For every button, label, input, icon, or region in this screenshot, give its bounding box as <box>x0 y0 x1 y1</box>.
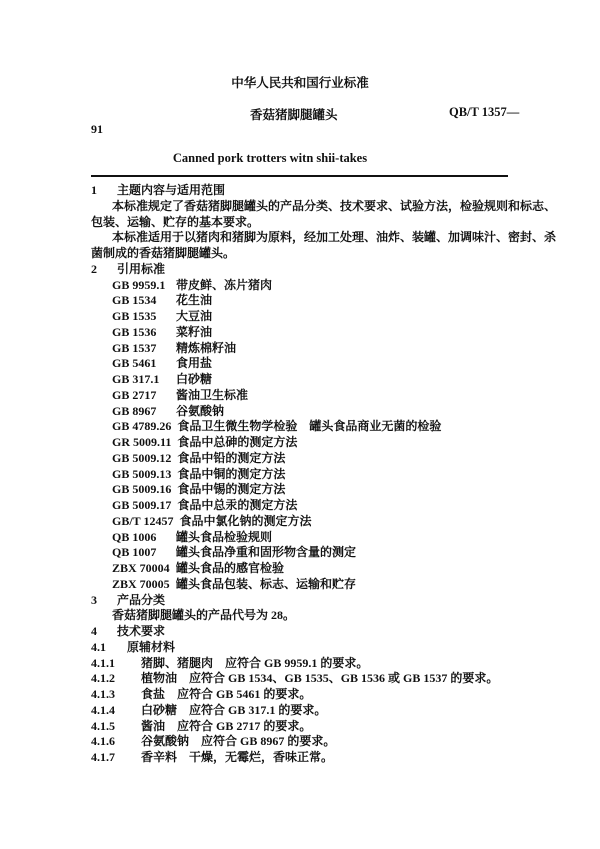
standard-code: QB/T 1357— <box>449 105 520 119</box>
document-body <box>91 183 557 766</box>
requirement-item <box>91 687 511 703</box>
reference-item <box>91 482 511 498</box>
clause-text: 食盐 应符合 GB 5461 的要求。 <box>141 687 312 701</box>
reference-item <box>91 561 511 577</box>
reference-code: QB 1006 <box>112 529 157 544</box>
section-number: 1 <box>91 183 97 197</box>
reference-item <box>91 577 511 593</box>
requirement-item <box>91 703 511 719</box>
section-title: 引用标准 <box>117 261 166 276</box>
document-category-title: 中华人民共和国行业标准 <box>231 76 369 90</box>
reference-title: 酱油卫生标准 <box>176 387 249 402</box>
reference-item <box>91 309 511 325</box>
section-heading <box>91 624 511 640</box>
reference-code: QB 1007 <box>112 545 157 560</box>
reference-list <box>91 278 511 593</box>
paragraph-line: 菌制成的香菇猪脚腿罐头。 <box>91 246 236 260</box>
requirement-item <box>91 734 511 750</box>
reference-item <box>91 278 511 294</box>
reference-item <box>91 514 511 530</box>
section-number: 4 <box>91 624 97 638</box>
reference-title: 罐头食品检验规则 <box>176 529 273 544</box>
subsection-heading <box>91 640 511 656</box>
reference-item <box>91 325 511 341</box>
reference-code: GB 5009.12 <box>112 450 172 465</box>
reference-item <box>91 293 511 309</box>
reference-item <box>91 404 511 420</box>
reference-code: GB 2717 <box>112 387 157 402</box>
reference-code: GB 5009.16 <box>112 482 172 497</box>
section-number: 3 <box>91 592 97 607</box>
reference-title: 花生油 <box>176 293 213 308</box>
section-heading <box>91 593 511 609</box>
reference-item <box>91 372 511 388</box>
reference-title: 带皮鲜、冻片猪肉 <box>176 277 273 292</box>
reference-title: 大豆油 <box>176 309 213 323</box>
reference-item <box>91 498 511 514</box>
reference-code: GB 9959.1 <box>112 277 166 292</box>
reference-title: 罐头食品的感官检验 <box>176 561 285 575</box>
requirement-item <box>91 750 511 766</box>
reference-title: 食品中铜的测定方法 <box>177 466 286 481</box>
reference-title: 食品卫生微生物学检验 罐头食品商业无菌的检验 <box>177 419 442 434</box>
reference-item <box>91 467 511 483</box>
reference-code: GB 1535 <box>112 309 157 323</box>
paragraph-line: 本标准适用于以猪肉和猪脚为原料，经加工处理、油炸、装罐、加调味汁、密封、杀 <box>112 230 557 245</box>
reference-code: GB 1534 <box>112 293 157 308</box>
reference-item <box>91 341 511 357</box>
reference-title: 食品中氯化钠的测定方法 <box>179 513 312 528</box>
reference-code: GR 5009.11 <box>112 435 172 449</box>
reference-item <box>91 545 511 561</box>
reference-code: GB 5009.13 <box>112 466 172 481</box>
reference-title: 食品中总汞的测定方法 <box>177 498 298 512</box>
reference-item <box>91 451 511 467</box>
subsection-number: 4.1 <box>91 639 106 654</box>
reference-code: GB 1537 <box>112 340 157 355</box>
reference-code: ZBX 70005 <box>112 576 170 591</box>
reference-item <box>91 419 511 435</box>
clause-number: 4.1.2 <box>91 671 115 686</box>
reference-item <box>91 435 511 451</box>
requirement-item <box>91 671 511 687</box>
reference-title: 食品中锡的测定方法 <box>177 482 286 497</box>
reference-title: 罐头食品包装、标志、运输和贮存 <box>176 576 357 591</box>
reference-code: GB 8967 <box>112 403 157 418</box>
paragraph-line: 本标准规定了香菇猪脚腿罐头的产品分类、技术要求、试验方法，检验规则和标志、 <box>112 198 557 213</box>
requirement-list <box>91 656 511 766</box>
reference-item <box>91 356 511 372</box>
document-title: 香菇猪脚腿罐头 <box>250 108 338 122</box>
reference-item <box>91 530 511 546</box>
reference-title: 食用盐 <box>176 356 213 371</box>
clause-number: 4.1.5 <box>91 718 115 733</box>
requirement-item <box>91 656 511 672</box>
clause-text: 谷氨酸钠 应符合 GB 8967 的要求。 <box>141 734 336 749</box>
reference-item <box>91 388 511 404</box>
reference-code: GB 5461 <box>112 356 157 371</box>
paragraph-line: 包装、运输、贮存的基本要求。 <box>91 214 260 229</box>
paragraph-line: 香菇猪脚腿罐头的产品代号为 28。 <box>112 608 296 623</box>
reference-title: 白砂糖 <box>176 372 213 386</box>
section-title: 产品分类 <box>117 592 166 607</box>
reference-code: GB 5009.17 <box>112 498 172 512</box>
reference-code: GB 1536 <box>112 324 157 339</box>
clause-text: 猪脚、猪腿肉 应符合 GB 9959.1 的要求。 <box>141 655 369 670</box>
reference-title: 谷氨酸钠 <box>176 403 225 418</box>
clause-text: 酱油 应符合 GB 2717 的要求。 <box>141 718 312 733</box>
reference-title: 食品中铅的测定方法 <box>177 450 286 465</box>
clause-number: 4.1.3 <box>91 687 115 701</box>
reference-title: 菜籽油 <box>176 324 213 339</box>
section-heading <box>91 262 511 278</box>
section-title: 技术要求 <box>117 624 166 638</box>
section-heading <box>91 183 511 199</box>
reference-title: 精炼棉籽油 <box>176 340 237 355</box>
clause-number: 4.1.6 <box>91 734 115 749</box>
section-number: 2 <box>91 261 97 276</box>
subsection-title: 原辅材料 <box>127 639 176 654</box>
header-divider <box>91 175 508 177</box>
reference-title: 食品中总砷的测定方法 <box>177 435 298 449</box>
reference-code: ZBX 70004 <box>112 561 170 575</box>
clause-number: 4.1.7 <box>91 750 115 764</box>
clause-number: 4.1.1 <box>91 655 115 670</box>
reference-code: GB 4789.26 <box>112 419 172 434</box>
reference-code: GB/T 12457 <box>112 513 174 528</box>
reference-title: 罐头食品净重和固形物含量的测定 <box>176 545 357 560</box>
clause-number: 4.1.4 <box>91 702 115 717</box>
section-title: 主题内容与适用范围 <box>117 183 226 197</box>
clause-text: 香辛料 干燥，无霉烂，香味正常。 <box>141 750 334 764</box>
requirement-item <box>91 719 511 735</box>
clause-text: 植物油 应符合 GB 1534、GB 1535、GB 1536 或 GB 1537 的要求。 <box>141 671 499 686</box>
clause-text: 白砂糖 应符合 GB 317.1 的要求。 <box>141 702 327 717</box>
english-title: Canned pork trotters witn shii-takes <box>172 151 368 165</box>
standard-code-year: 91 <box>91 122 103 136</box>
reference-code: GB 317.1 <box>112 372 160 386</box>
